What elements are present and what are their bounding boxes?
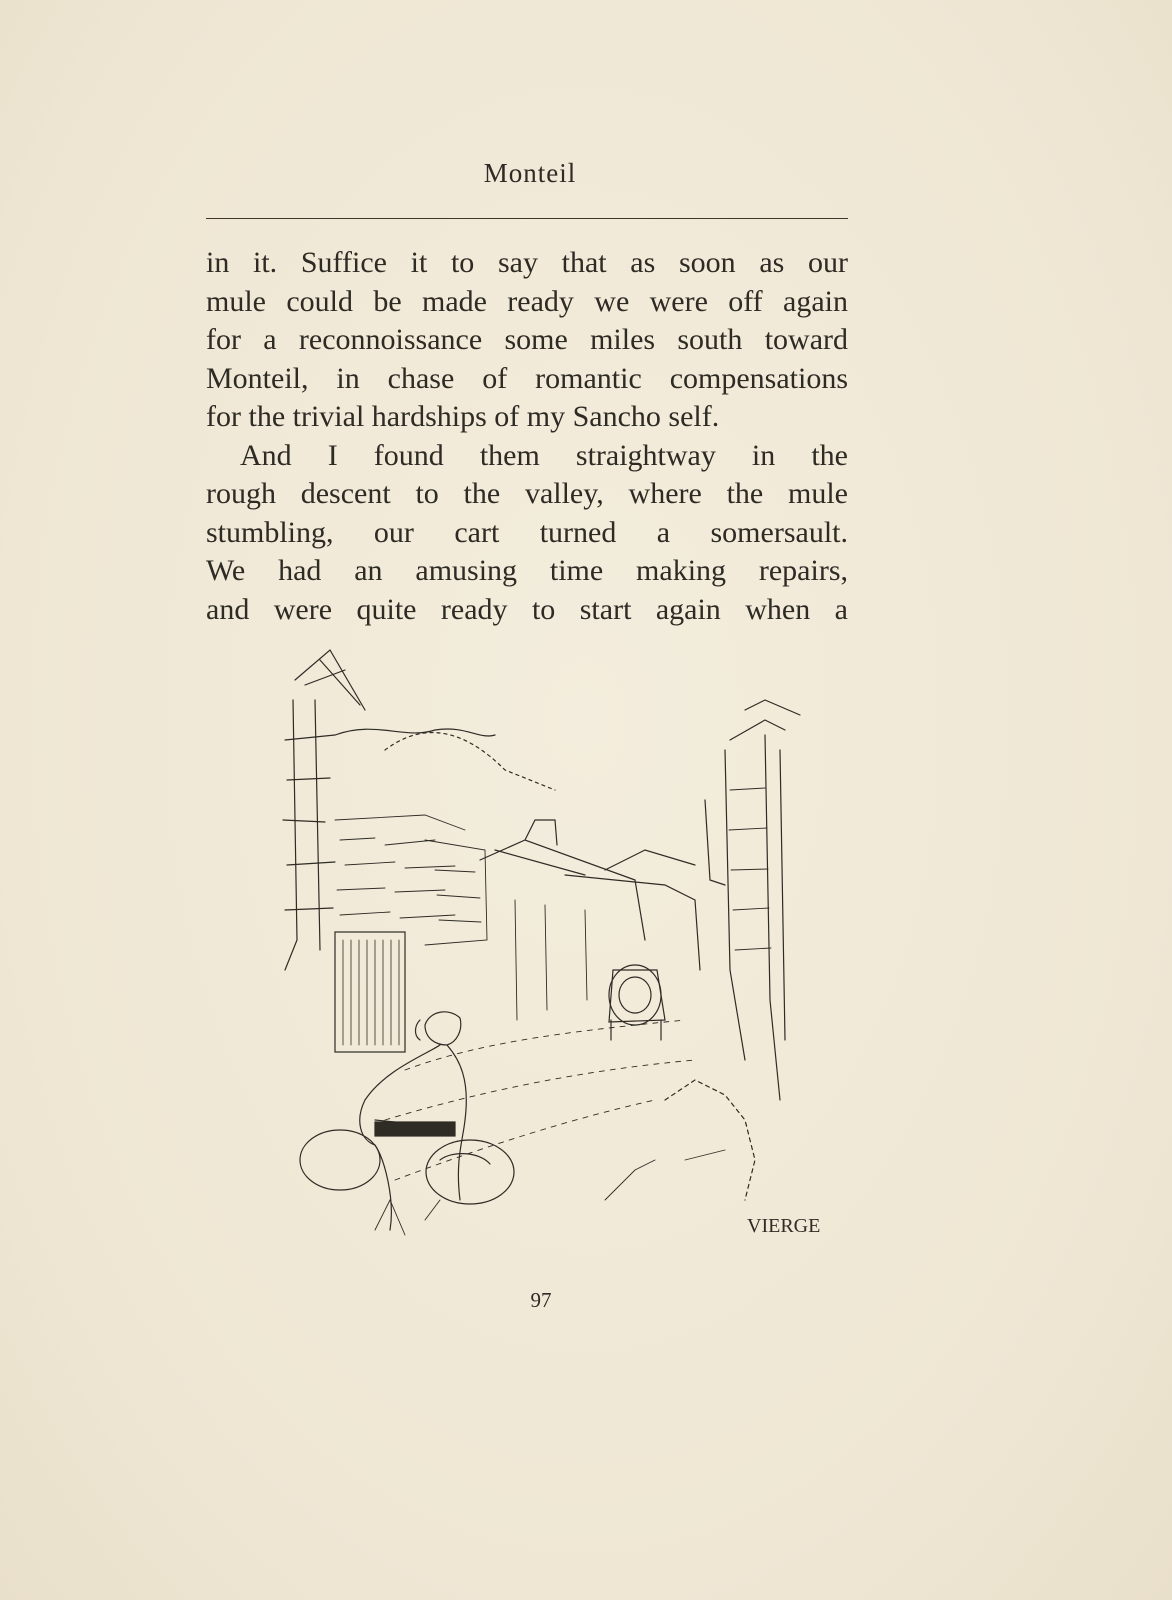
illustration-signature: VIERGE (747, 1215, 821, 1237)
text-line: and were quite ready to start again when a (206, 592, 848, 626)
text-line: We had an amusing time making repairs, (206, 554, 848, 587)
text-line: for the trivial hardships of my Sancho self. (206, 400, 720, 433)
page-number: 97 (530, 1288, 552, 1312)
text-line: for a reconnoissance some miles south toward (206, 323, 848, 356)
running-head: Monteil (483, 158, 577, 188)
village-street-illustration (225, 640, 845, 1280)
text-line: rough descent to the valley, where the mule (206, 477, 848, 510)
header-rule (206, 218, 848, 219)
text-line: mule could be made ready we were off again (206, 284, 848, 318)
text-line: stumbling, our cart turned a somersault. (206, 515, 848, 549)
text-line: in it. Suffice it to say that as soon as our (206, 246, 848, 279)
body-text (206, 244, 848, 629)
text-line: And I found them straightway in the (240, 438, 848, 472)
text-line: Monteil, in chase of romantic compensations (206, 361, 848, 395)
